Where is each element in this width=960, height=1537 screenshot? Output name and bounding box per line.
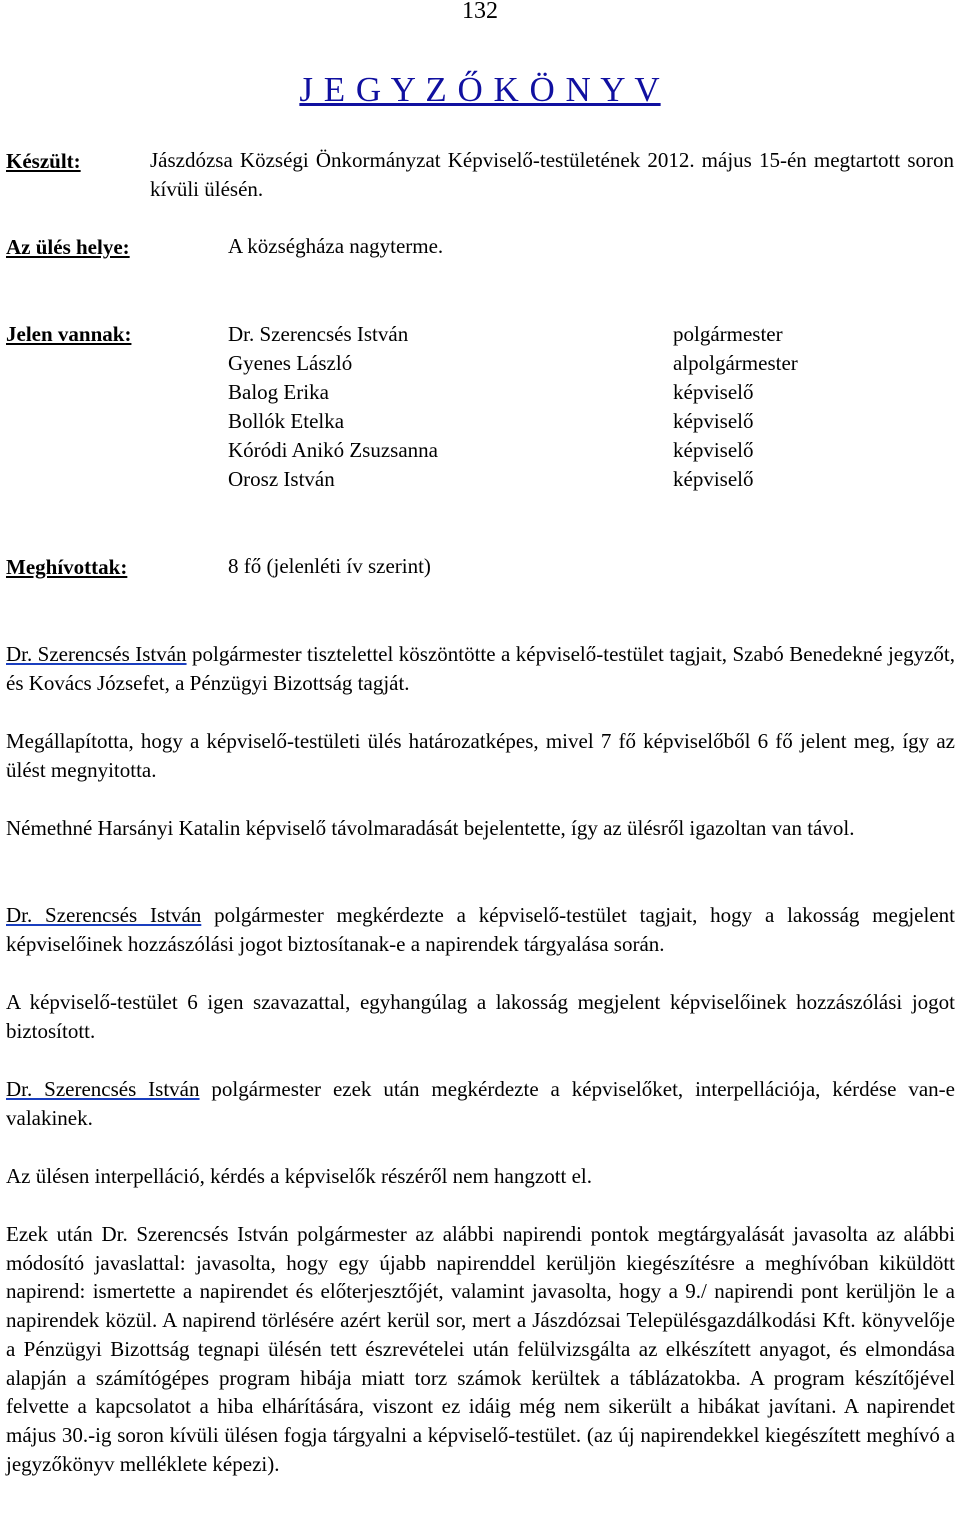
attendee-name: Kóródi Anikó Zsuzsanna (228, 438, 438, 462)
attendee-role: alpolgármester (673, 351, 798, 375)
attendee-name: Bollók Etelka (228, 409, 345, 433)
attendee-name: Gyenes László (228, 351, 353, 375)
paragraph: Megállapította, hogy a képviselő-testületi ülés határozatképes, mivel 7 fő képviselőből 6 fő jelent meg, így az ülést megnyitotta. (6, 729, 955, 782)
keszult-text: Jászdózsa Községi Önkormányzat Képviselő-testületének 2012. május 15-én megtartott soron kívüli ülésén. (150, 148, 954, 201)
keszult-label: Készült: (6, 149, 81, 173)
attendee-roles (673, 320, 798, 494)
meghivottak-text: 8 fő (jelenléti ív szerint) (228, 554, 431, 578)
paragraph: Némethné Harsányi Katalin képviselő távolmaradását bejelentette, így az ülésről igazoltan van távol. (6, 816, 855, 840)
attendee-role: képviselő (673, 380, 754, 404)
attendee-name: Balog Erika (228, 380, 329, 404)
helye-label: Az ülés helye: (6, 235, 130, 259)
jelen-label: Jelen vannak: (6, 322, 132, 346)
mayor-name: Dr. Szerencsés István (6, 642, 187, 666)
document-title: J E G Y Z Ő K Ö N Y V (299, 70, 661, 109)
paragraph: A képviselő-testület 6 igen szavazattal, egyhangúlag a lakosság megjelent képviselőinek hozzászólási jogot biztosított. (6, 990, 955, 1043)
attendee-name: Dr. Szerencsés István (228, 322, 409, 346)
attendee-name: Orosz István (228, 467, 335, 491)
attendee-role: képviselő (673, 467, 754, 491)
helye-text: A községháza nagyterme. (228, 234, 444, 258)
mayor-name: Dr. Szerencsés István (6, 903, 202, 927)
paragraph: Dr. Szerencsés István polgármester megkérdezte a képviselő-testület tagjait, hogy a lakosság megjelent képviselőinek hozzászólási jogot biztosítanak-e a napirendek tárgyalása során. (6, 903, 955, 956)
mayor-name: Dr. Szerencsés István (6, 1077, 200, 1101)
attendee-names (228, 320, 438, 494)
attendee-role: polgármester (673, 322, 783, 346)
page-number: 132 (462, 0, 498, 24)
meghivottak-label: Meghívottak: (6, 555, 128, 579)
attendee-role: képviselő (673, 438, 754, 462)
paragraph: Dr. Szerencsés István polgármester tisztelettel köszöntötte a képviselő-testület tagjait, Szabó Benedekné jegyzőt, és Kovács Józsefet, a Pénzügyi Bizottság tagját. (6, 642, 955, 695)
attendee-role: képviselő (673, 409, 754, 433)
paragraph: Dr. Szerencsés István polgármester ezek után megkérdezte a képviselőket, interpellációja, kérdése van-e valakinek. (6, 1077, 955, 1130)
paragraph: Ezek után Dr. Szerencsés István polgármester az alábbi napirendi pontok megtárgyalását javasolta az alábbi módosító javaslattal: javasolta, hogy egy újabb napirenddel kerüljön kiegészítésre a meghívóban kiküldött napirend: ismertette a napirendet és előterjesztőjét, valamint javasolta, hogy a 9./ napirendi pont kerüljön le a napirendek közül. A napirend törlésére azért kerül sor, mert a Jászdózsai Településgazdálkodási Kft. könyvelője a Pénzügyi Bizottság tegnapi ülésén tett észrevételei után felülvizsgálta az elkészített anyagot, és elmondása alapján a számítógépes program hibája miatt torz számok kerültek a táblázatokba. A program készítőjével felvette a kapcsolatot a hiba elhárítására, viszont ez idáig még nem sikerült a hibákat javítani. A napirendet május 30.-ig soron kívüli ülésen fogja tárgyalni a képviselő-testület. (az új napirendekkel kiegészített meghívó a jegyzőkönyv melléklete képezi). (6, 1222, 955, 1476)
paragraph: Az ülésen interpelláció, kérdés a képviselők részéről nem hangzott el. (6, 1164, 593, 1188)
